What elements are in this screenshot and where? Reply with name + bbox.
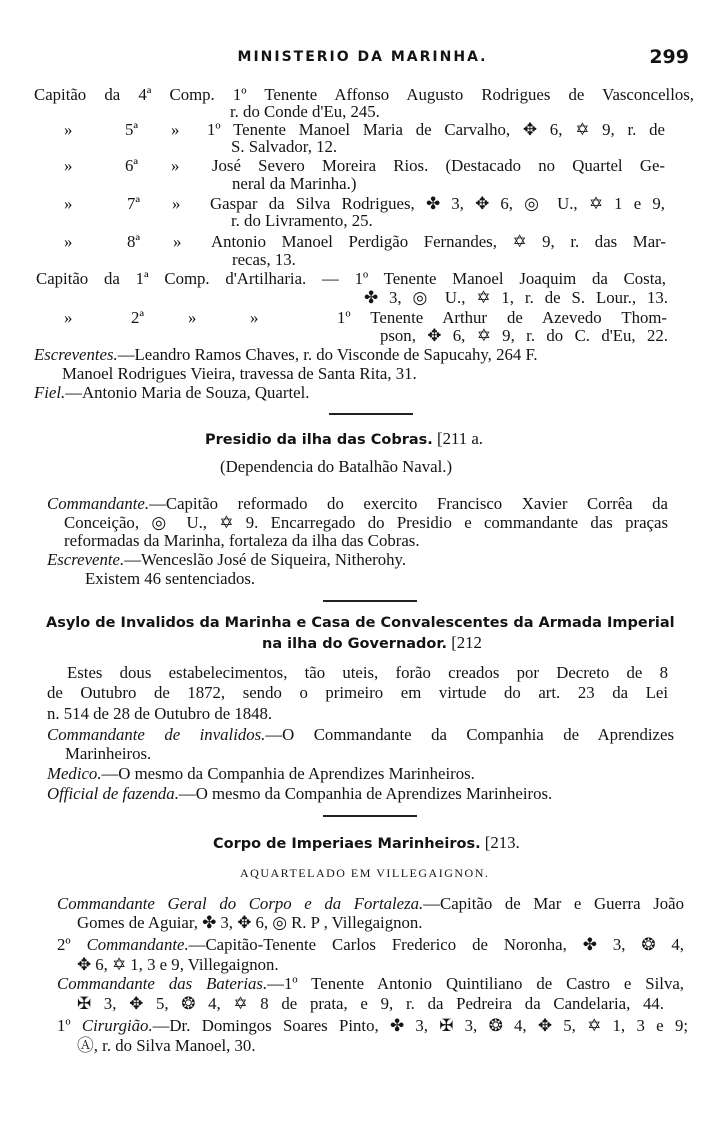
section-ref: [213. — [484, 833, 520, 852]
section-title — [205, 428, 483, 451]
ditto-mark: » — [64, 232, 73, 251]
entry-line: neral da Marinha.) — [232, 174, 357, 193]
entry-line — [57, 1015, 688, 1037]
entry-line — [47, 783, 552, 805]
entry-line: Antonio Manoel Perdigão Fernandes, ✡ 9, r. das Mar- — [211, 232, 666, 251]
page-header — [0, 46, 725, 70]
ordinal: 2º — [57, 935, 87, 954]
section-divider — [323, 600, 417, 602]
body-line: n. 514 de 28 de Outubro de 1848. — [47, 704, 273, 723]
body-line: de Outubro de 1872, sendo o primeiro em virtude do art. 23 da Lei — [47, 683, 668, 702]
entry-line — [47, 763, 475, 785]
section-divider — [323, 815, 417, 817]
entry-line: reformadas da Marinha, fortaleza da ilha das Cobras. — [64, 531, 420, 550]
company-number: 7ª — [127, 194, 141, 213]
role-text: —O Commandante da Companhia de Aprendizes — [265, 725, 674, 744]
entry-line: Ⓐ, r. do Silva Manoel, 30. — [77, 1036, 256, 1055]
role-label: Fiel. — [34, 383, 66, 402]
entry-line — [57, 973, 684, 995]
role-text: —Wenceslão José de Siqueira, Nitherohy. — [124, 550, 407, 569]
role-label: Commandante. — [47, 494, 150, 513]
role-label: Commandante Geral do Corpo e da Fortaleza. — [57, 894, 424, 913]
entry-line: 1º Tenente Arthur de Azevedo Thom- — [337, 308, 667, 327]
role-label: Cirurgião. — [81, 1016, 153, 1035]
page-number: 299 — [649, 46, 689, 68]
role-label: Escrevente. — [47, 550, 125, 569]
role-label: Escreventes. — [34, 345, 118, 364]
section-title — [213, 832, 520, 855]
role-label: Commandante de invalidos. — [47, 725, 266, 744]
entry-line: Existem 46 sentenciados. — [85, 569, 256, 588]
entry-line: recas, 13. — [232, 250, 296, 269]
running-title: MINISTERIO DA MARINHA. — [237, 49, 488, 65]
ditto-mark: » — [64, 308, 73, 327]
ordinal: 1º — [57, 1016, 82, 1035]
entry-line: 1º Tenente Manoel Maria de Carvalho, ✥ 6, ✡ 9, r. de — [207, 120, 665, 139]
ditto-mark: » — [64, 120, 73, 139]
company-number: 5ª — [125, 120, 139, 139]
entry-line: ✠ 3, ✥ 5, ❂ 4, ✡ 8 de prata, e 9, r. da Pedreira da Candelaria, 44. — [77, 994, 664, 1013]
body-line: Estes dous estabelecimentos, tão uteis, forão creados por Decreto de 8 — [67, 663, 668, 682]
role-text: —Capitão reformado do exercito Francisco Xavier Corrêa da — [149, 494, 668, 513]
role-text: —1º Tenente Antonio Quintiliano de Castro e Silva, — [267, 974, 685, 993]
section-title-text: na ilha do Governador. — [262, 636, 447, 652]
entry-line: Capitão da 4ª Comp. 1º Tenente Affonso Augusto Rodrigues de Vasconcellos, — [34, 85, 694, 104]
ditto-mark: » — [64, 194, 73, 213]
entry-line: r. do Livramento, 25. — [231, 211, 373, 230]
entry-line: Marinheiros. — [65, 744, 152, 763]
entry-line: Gomes de Aguiar, ✤ 3, ✥ 6, ◎ R. P , Villegaignon. — [77, 913, 423, 932]
role-text: —O mesmo da Companhia de Aprendizes Marinheiros. — [178, 784, 553, 803]
section-subtitle: (Dependencia do Batalhão Naval.) — [220, 457, 453, 476]
role-text: —Dr. Domingos Soares Pinto, ✤ 3, ✠ 3, ❂ 4, ✥ 5, ✡ 1, 3 e 9; — [152, 1016, 688, 1035]
entry-line: Capitão da 1ª Comp. d'Artilharia. — 1º Tenente Manoel Joaquim da Costa, — [36, 269, 666, 288]
section-title-text: Presidio da ilha das Cobras. — [205, 432, 433, 448]
entry-line: José Severo Moreira Rios. (Destacado no Quartel Ge- — [212, 156, 665, 175]
role-text: —Capitão-Tenente Carlos Frederico de Noronha, ✤ 3, ❂ 4, — [188, 935, 684, 954]
section-divider — [329, 413, 413, 415]
entry-line: S. Salvador, 12. — [231, 137, 338, 156]
role-text: —Antonio Maria de Souza, Quartel. — [65, 383, 310, 402]
entry-line: Gaspar da Silva Rodrigues, ✤ 3, ✥ 6, ◎ U., ✡ 1 e 9, — [210, 194, 665, 213]
company-number: 6ª — [125, 156, 139, 175]
section-subtitle: AQUARTELADO EM VILLEGAIGNON. — [240, 866, 490, 880]
section-title — [262, 632, 482, 655]
ditto-mark: » — [250, 308, 259, 327]
role-label: Commandante. — [86, 935, 189, 954]
ditto-mark: » — [171, 156, 180, 175]
entry-line — [34, 382, 309, 404]
role-label: Official de fazenda. — [47, 784, 179, 803]
role-text: —Capitão de Mar e Guerra João — [423, 894, 684, 913]
role-text: —Leandro Ramos Chaves, r. do Visconde de Sapucahy, 264 F. — [117, 345, 538, 364]
ditto-mark: » — [172, 194, 181, 213]
ditto-mark: » — [173, 232, 182, 251]
section-title-text: Corpo de Imperiaes Marinheiros. — [213, 836, 481, 852]
entry-line: Conceição, ◎ U., ✡ 9. Encarregado do Presidio e commandante das praças — [64, 513, 668, 532]
section-ref: [212 — [451, 633, 482, 652]
entry-line: r. do Conde d'Eu, 245. — [230, 102, 380, 121]
ditto-mark: » — [171, 120, 180, 139]
role-label: Commandante das Baterias. — [57, 974, 268, 993]
company-number: 8ª — [127, 232, 141, 251]
entry-line: ✤ 3, ◎ U., ✡ 1, r. de S. Lour., 13. — [364, 288, 668, 307]
role-label: Medico. — [47, 764, 102, 783]
company-number: 2ª — [131, 308, 145, 327]
section-title: Asylo de Invalidos da Marinha e Casa de Convalescentes da Armada Imperial — [46, 615, 675, 631]
entry-line: ✥ 6, ✡ 1, 3 e 9, Villegaignon. — [77, 955, 279, 974]
ditto-mark: » — [64, 156, 73, 175]
ditto-mark: » — [188, 308, 197, 327]
entry-line: pson, ✥ 6, ✡ 9, r. do C. d'Eu, 22. — [380, 326, 668, 345]
section-ref: [211 a. — [436, 429, 483, 448]
entry-line: Manoel Rodrigues Vieira, travessa de Santa Rita, 31. — [62, 364, 417, 383]
entry-line — [57, 934, 684, 956]
role-text: —O mesmo da Companhia de Aprendizes Marinheiros. — [101, 764, 475, 783]
